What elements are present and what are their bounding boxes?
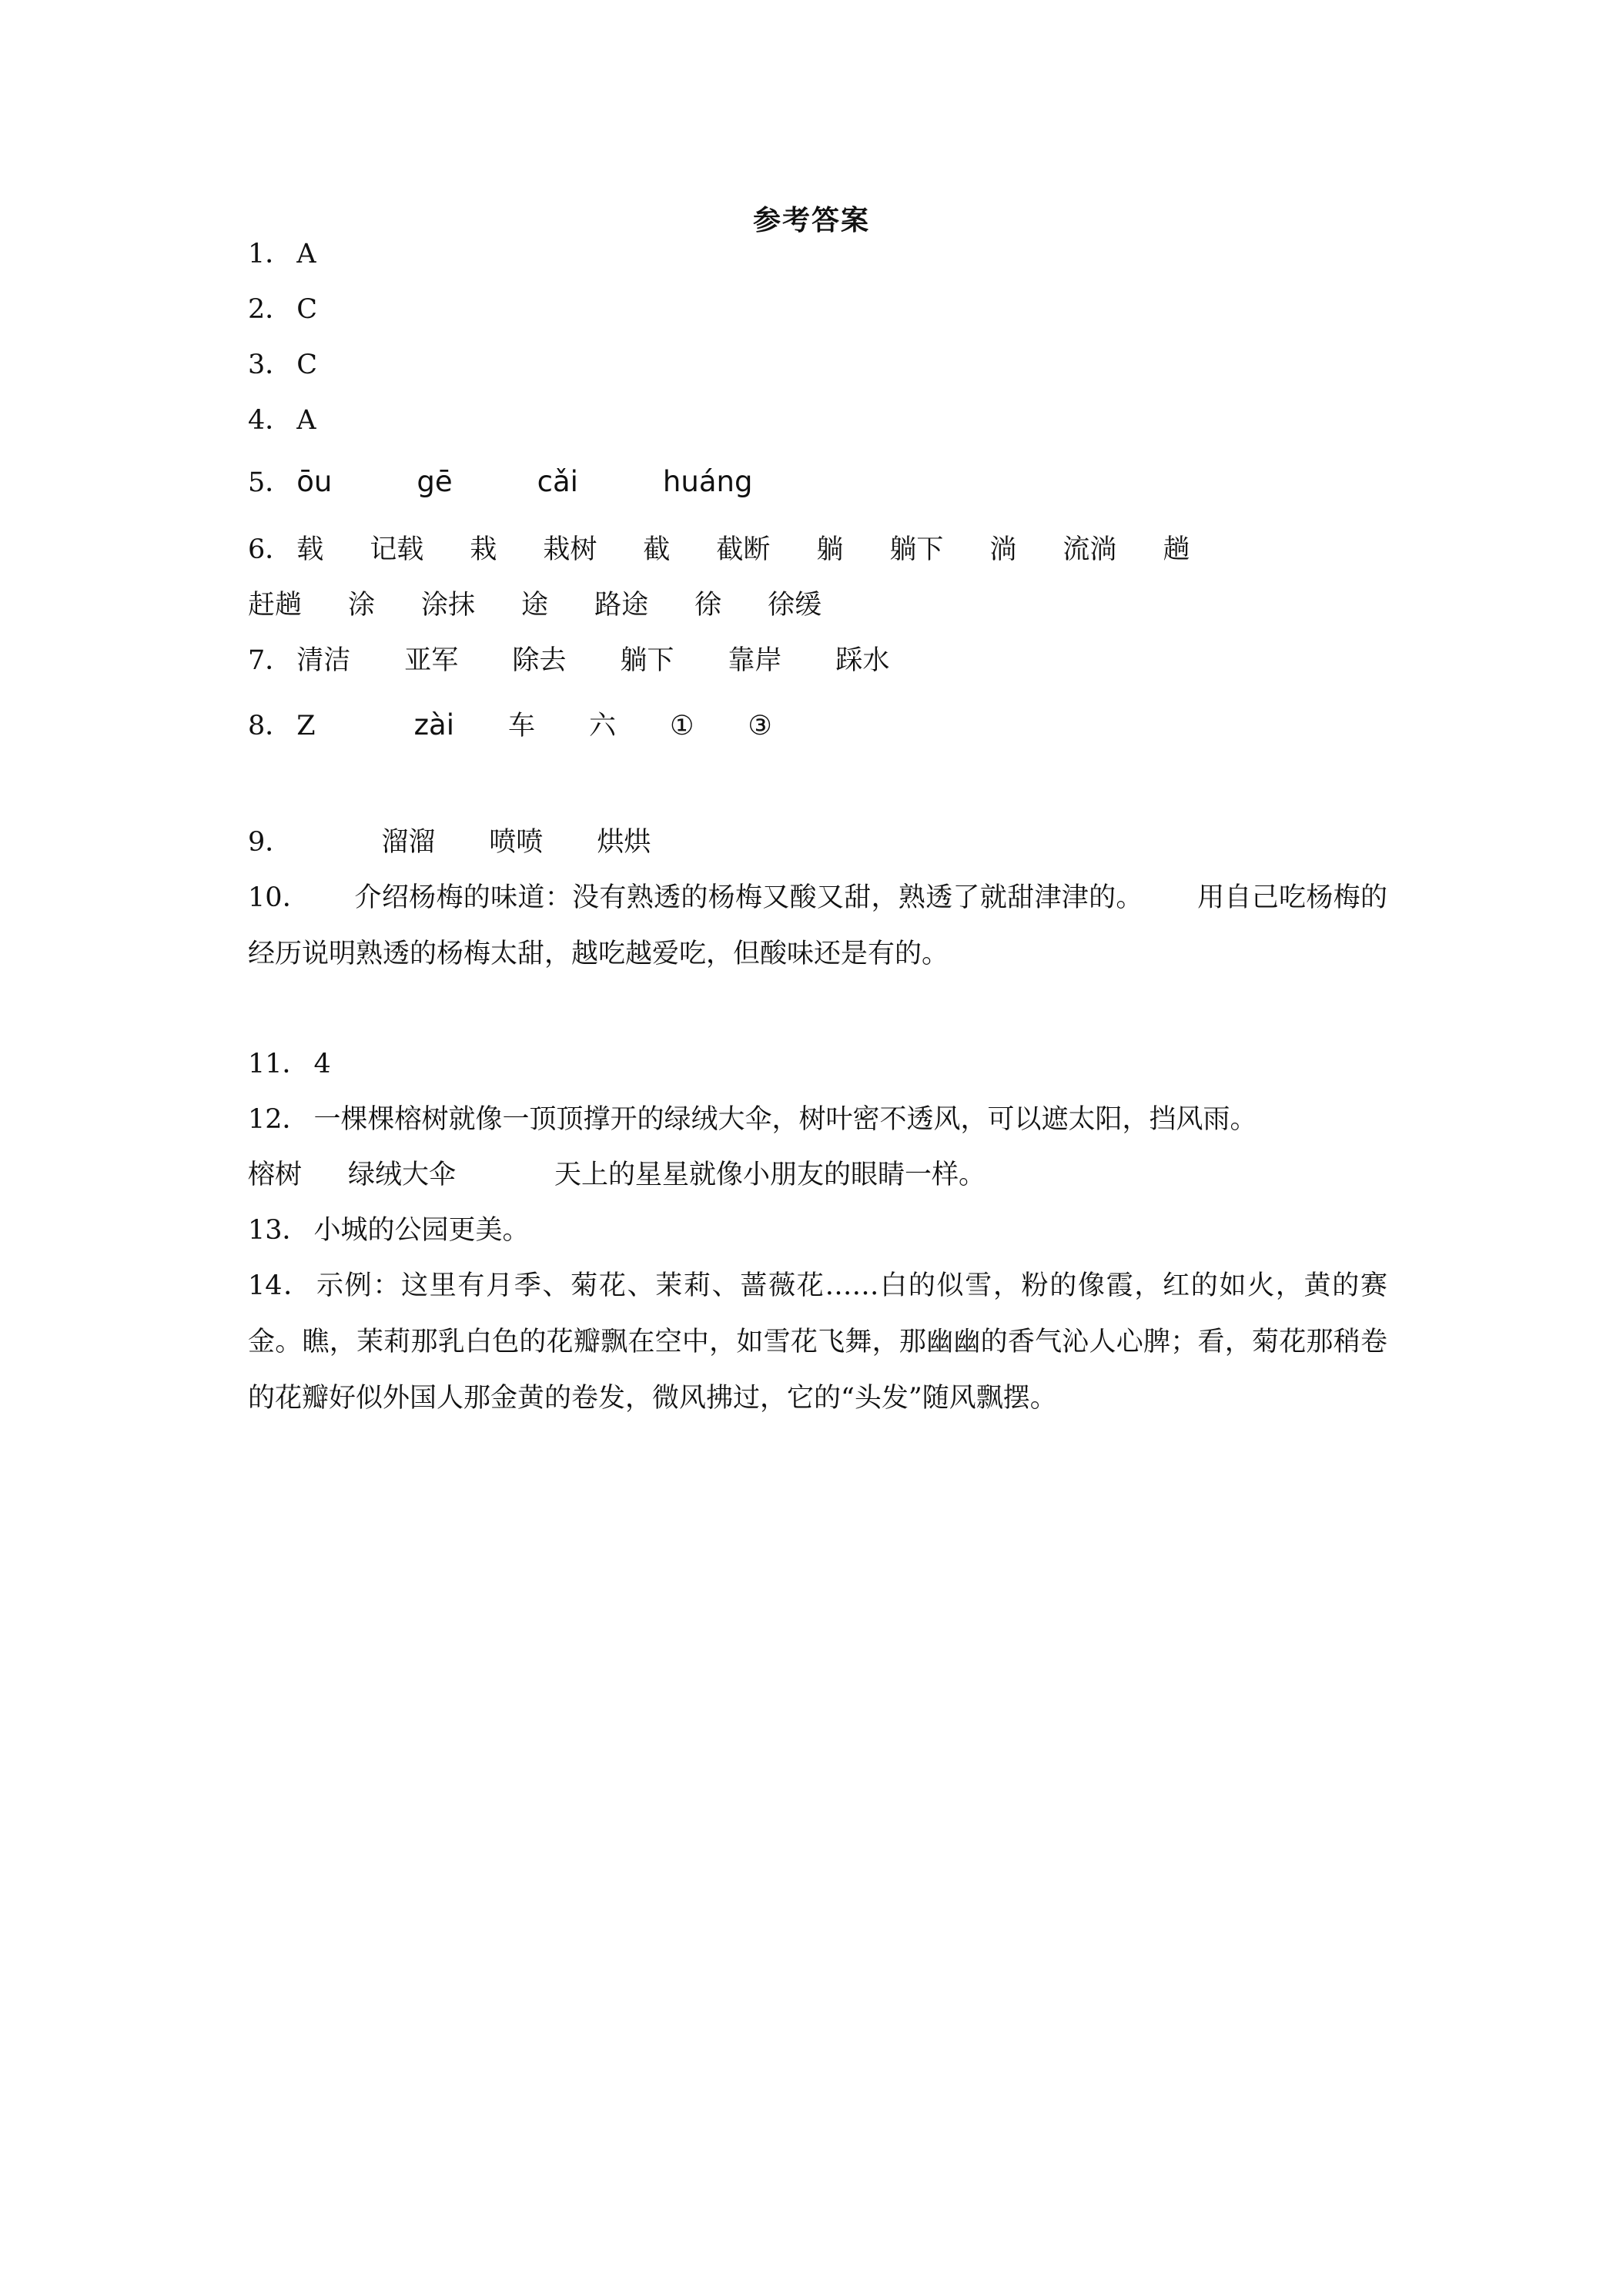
answer-number: 8． bbox=[248, 711, 293, 741]
answer-1 bbox=[248, 236, 316, 273]
answer-4 bbox=[248, 402, 316, 439]
answer-6-line-1 bbox=[248, 531, 1190, 568]
answer-text: A bbox=[296, 239, 316, 269]
word-item: 途 bbox=[521, 590, 549, 621]
word-item: 绿绒大伞 bbox=[348, 1160, 457, 1190]
word-item: 喷喷 bbox=[489, 827, 544, 858]
pinyin-item: gē bbox=[417, 465, 453, 498]
answer-text: A bbox=[296, 405, 316, 436]
word-item: 栽树 bbox=[543, 534, 597, 565]
answer-number: 14． bbox=[248, 1270, 312, 1301]
word-item: 踩水 bbox=[835, 645, 890, 676]
answer-5 bbox=[248, 464, 752, 501]
answer-13 bbox=[248, 1212, 530, 1249]
answer-2 bbox=[248, 291, 317, 328]
word-item: 记载 bbox=[370, 534, 424, 565]
answer-text: 用自己吃杨梅的经历说明熟透的杨梅太甜，越吃越爱吃，但酸味还是有的。 bbox=[248, 882, 1387, 969]
pinyin-item: cǎi bbox=[537, 465, 578, 498]
answer-8 bbox=[248, 707, 772, 745]
answer-10 bbox=[248, 870, 1387, 982]
answer-number: 9． bbox=[248, 827, 293, 858]
word-item: 路途 bbox=[594, 590, 649, 621]
word-item: 榕树 bbox=[248, 1160, 303, 1190]
answer-12-line-2 bbox=[248, 1156, 986, 1193]
answer-3 bbox=[248, 346, 317, 383]
pinyin-item: ōu bbox=[296, 465, 333, 498]
word-item: 清洁 bbox=[296, 645, 351, 676]
word-item: 涂 bbox=[348, 590, 376, 621]
word-item: 涂抹 bbox=[421, 590, 476, 621]
answer-number: 10． bbox=[248, 882, 310, 913]
answer-number: 5． bbox=[248, 467, 293, 498]
answer-number: 7． bbox=[248, 645, 293, 676]
word-item: 徐 bbox=[694, 590, 722, 621]
word-item: 除去 bbox=[512, 645, 567, 676]
word-item: 溜溜 bbox=[381, 827, 436, 858]
word-item: 赶趟 bbox=[248, 590, 303, 621]
answer-number: 1． bbox=[248, 239, 293, 269]
answer-number: 4． bbox=[248, 405, 293, 436]
word-item: 栽 bbox=[470, 534, 497, 565]
answer-number: 2． bbox=[248, 294, 293, 325]
word-item: 躺下 bbox=[620, 645, 674, 676]
answer-text: 一棵棵榕树就像一顶顶撑开的绿绒大伞，树叶密不透风，可以遮太阳，挡风雨。 bbox=[313, 1104, 1257, 1135]
answer-12-line-1 bbox=[248, 1101, 1257, 1138]
word-item: 截 bbox=[643, 534, 671, 565]
answer-number: 12． bbox=[248, 1104, 310, 1135]
answer-text: 示例：这里有月季、菊花、茉莉、蔷薇花……白的似雪，粉的像霞，红的如火，黄的赛金。瞧，茉莉那乳白色的花瓣飘在空中，如雪花飞舞，那幽幽的香气沁人心脾；看，菊花那稍卷的花瓣好似外国人那金黄的卷发，微风拂过，它的“头发”随风飘摆。 bbox=[248, 1270, 1387, 1414]
answer-text: 4 bbox=[313, 1049, 331, 1079]
answer-text: 介绍杨梅的味道：没有熟透的杨梅又酸又甜，熟透了就甜津津的。 bbox=[354, 882, 1143, 913]
answer-item: 车 bbox=[507, 711, 535, 741]
answer-14 bbox=[248, 1258, 1387, 1427]
answer-text: C bbox=[296, 350, 318, 380]
pinyin-item: huáng bbox=[662, 465, 753, 498]
word-item: 躺 bbox=[816, 534, 844, 565]
answer-text: 天上的星星就像小朋友的眼睛一样。 bbox=[554, 1160, 986, 1190]
word-item: 徐缓 bbox=[768, 590, 822, 621]
word-item: 躺下 bbox=[889, 534, 944, 565]
answer-item: ③ bbox=[748, 711, 772, 741]
answer-9 bbox=[248, 824, 651, 861]
answer-text: C bbox=[296, 294, 318, 325]
answer-number: 13． bbox=[248, 1215, 310, 1246]
word-item: 淌 bbox=[989, 534, 1017, 565]
answer-item: ① bbox=[670, 711, 694, 741]
answer-6-line-2 bbox=[248, 587, 822, 624]
word-item: 烘烘 bbox=[597, 827, 651, 858]
word-item: 靠岸 bbox=[728, 645, 782, 676]
word-item: 亚军 bbox=[404, 645, 459, 676]
answer-item: 六 bbox=[589, 711, 617, 741]
word-item: 载 bbox=[296, 534, 324, 565]
answer-item: Z bbox=[296, 711, 316, 741]
word-item: 流淌 bbox=[1062, 534, 1117, 565]
answer-11 bbox=[248, 1046, 331, 1083]
page-title: 参考答案 bbox=[752, 204, 870, 236]
word-item: 趟 bbox=[1163, 534, 1190, 565]
answer-text: 小城的公园更美。 bbox=[313, 1215, 530, 1246]
answer-7 bbox=[248, 642, 889, 679]
answer-number: 3． bbox=[248, 350, 293, 380]
answer-number: 11． bbox=[248, 1049, 310, 1079]
pinyin-item: zài bbox=[413, 708, 454, 741]
answer-number: 6． bbox=[248, 534, 293, 565]
word-item: 截断 bbox=[716, 534, 771, 565]
